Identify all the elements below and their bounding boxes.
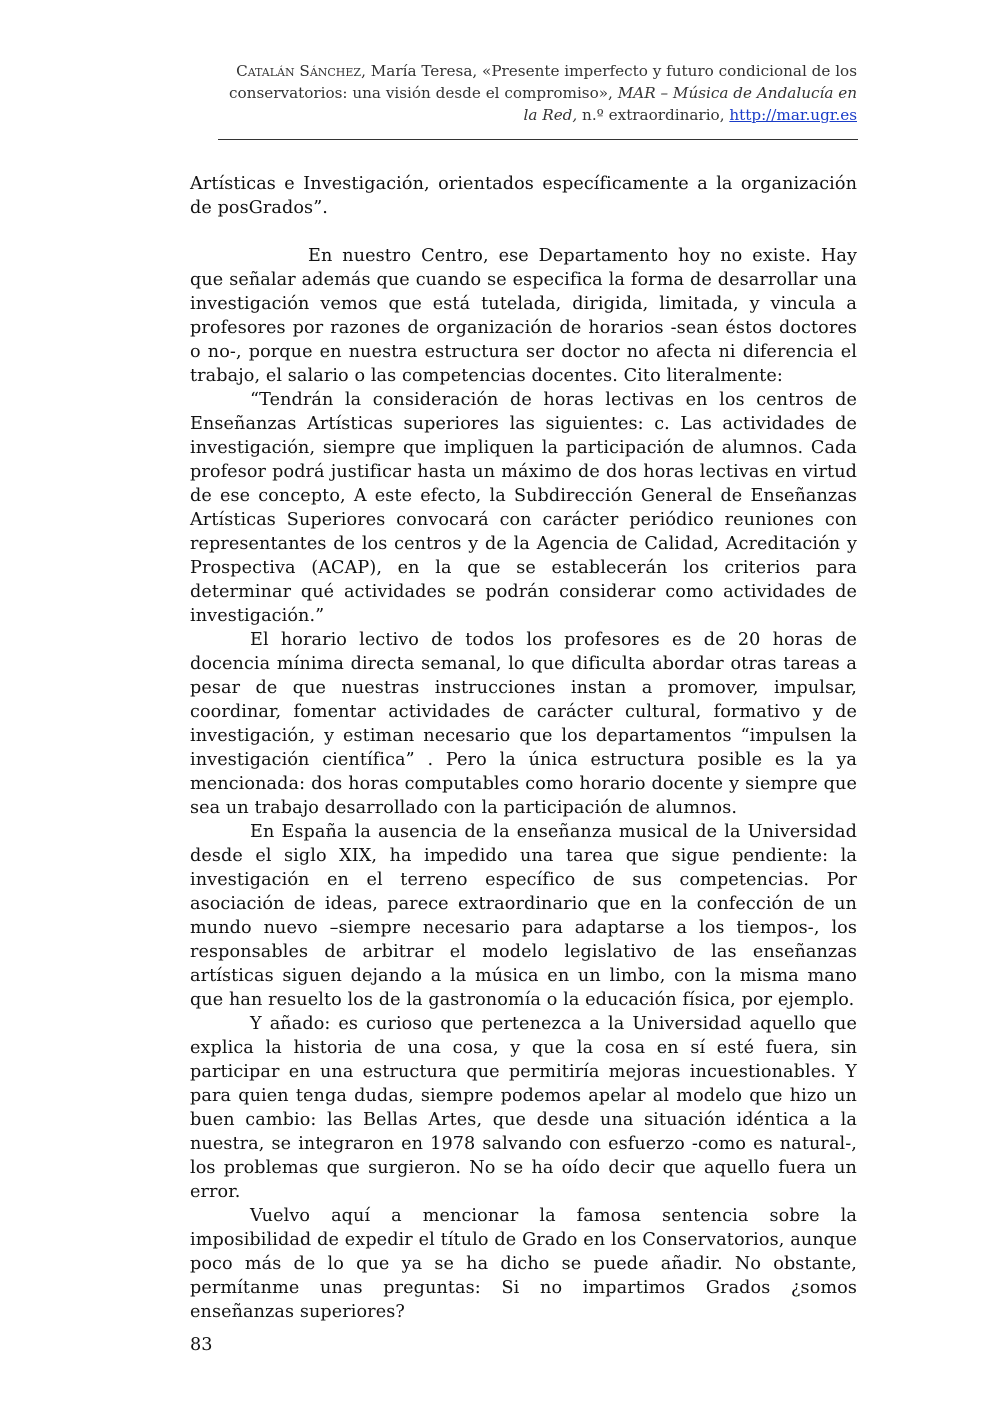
header-citation: , María Teresa, «Presente imperfecto y futuro condicional de los conservatorios: una visión desde el compromiso», (229, 62, 857, 102)
block-quote: “Tendrán la consideración de horas lectivas en los centros de Enseñanzas Artísticas superiores las siguientes: c. Las actividades de investigación, siempre que impliquen la participación de alumnos. Cada profesor podrá justificar hasta un máximo de dos horas lectivas en virtud de ese concepto, A este efecto, la Subdirección General de Enseñanzas Artísticas Superiores convocará con carácter periódico reuniones con representantes de los centros y de la Agencia de Calidad, Acreditación y Prospectiva (ACAP), en la que se establecerán los criterios para determinar qué actividades se podrán considerar como actividades de investigación.” (190, 390, 857, 626)
header-divider (218, 139, 858, 140)
page-number: 83 (190, 1335, 213, 1355)
paragraph-continuation: Artísticas e Investigación, orientados específicamente a la organización de posGrados”. (190, 174, 857, 218)
paragraph: En España la ausencia de la enseñanza musical de la Universidad desde el siglo XIX, ha impedido una tarea que sigue pendiente: la investigación en el terreno específico de sus competencias. Por asociación de ideas, parece extraordinario que en la confección de un mundo nuevo –siempre necesario para adaptarse a los tiempos-, los responsables de arbitrar el modelo legislativo de las enseñanzas artísticas siguen dejando a la música en un limbo, con la misma mano que han resuelto los de la gastronomía o la educación física, por ejemplo. (190, 822, 857, 1010)
paragraph: Y añado: es curioso que pertenezca a la Universidad aquello que explica la historia de una cosa, y que la cosa en sí esté fuera, sin participar en una estructura que permitiría mejoras incuestionables. Y para quien tenga dudas, siempre podemos apelar al modelo que hizo un buen cambio: las Bellas Artes, que desde una situación idéntica a la nuestra, se integraron en 1978 salvando con esfuerzo -como es natural-, los problemas que surgieron. No se ha oído decir que aquello fuera un error. (190, 1014, 857, 1202)
header-url-link[interactable]: http://mar.ugr.es (729, 106, 857, 124)
body-text (190, 172, 857, 1324)
running-header (217, 60, 857, 126)
paragraph: Vuelvo aquí a mencionar la famosa sentencia sobre la imposibilidad de expedir el título de Grado en los Conservatorios, aunque poco más de lo que ya se ha dicho se puede añadir. No obstante, permítanme unas preguntas: Si no impartimos Grados ¿somos enseñanzas superiores? (190, 1206, 857, 1322)
header-author: Catalán Sánchez (236, 62, 362, 80)
header-issue: n.º extraordinario, (577, 106, 730, 124)
paragraph: El horario lectivo de todos los profesores es de 20 horas de docencia mínima directa semanal, lo que dificulta abordar otras tareas a pesar de que nuestras instrucciones instan a promover, impulsar, coordinar, fomentar actividades de carácter cultural, formativo y de investigación, y estiman necesario que los departamentos “impulsen la investigación científica” . Pero la única estructura posible es la ya mencionada: dos horas computables como horario docente y siempre que sea un trabajo desarrollado con la participación de alumnos. (190, 630, 857, 818)
header-journal: MAR – Música de Andalucía en la Red, (523, 84, 857, 124)
paragraph: En nuestro Centro, ese Departamento hoy no existe. Hay que señalar además que cuando se especifica la forma de desarrollar una investigación vemos que está tutelada, dirigida, limitada, y vincula a profesores por razones de organización de horarios -sean éstos doctores o no-, porque en nuestra estructura ser doctor no afecta ni diferencia el trabajo, el salario o las competencias docentes. Cito literalmente: (190, 246, 857, 386)
